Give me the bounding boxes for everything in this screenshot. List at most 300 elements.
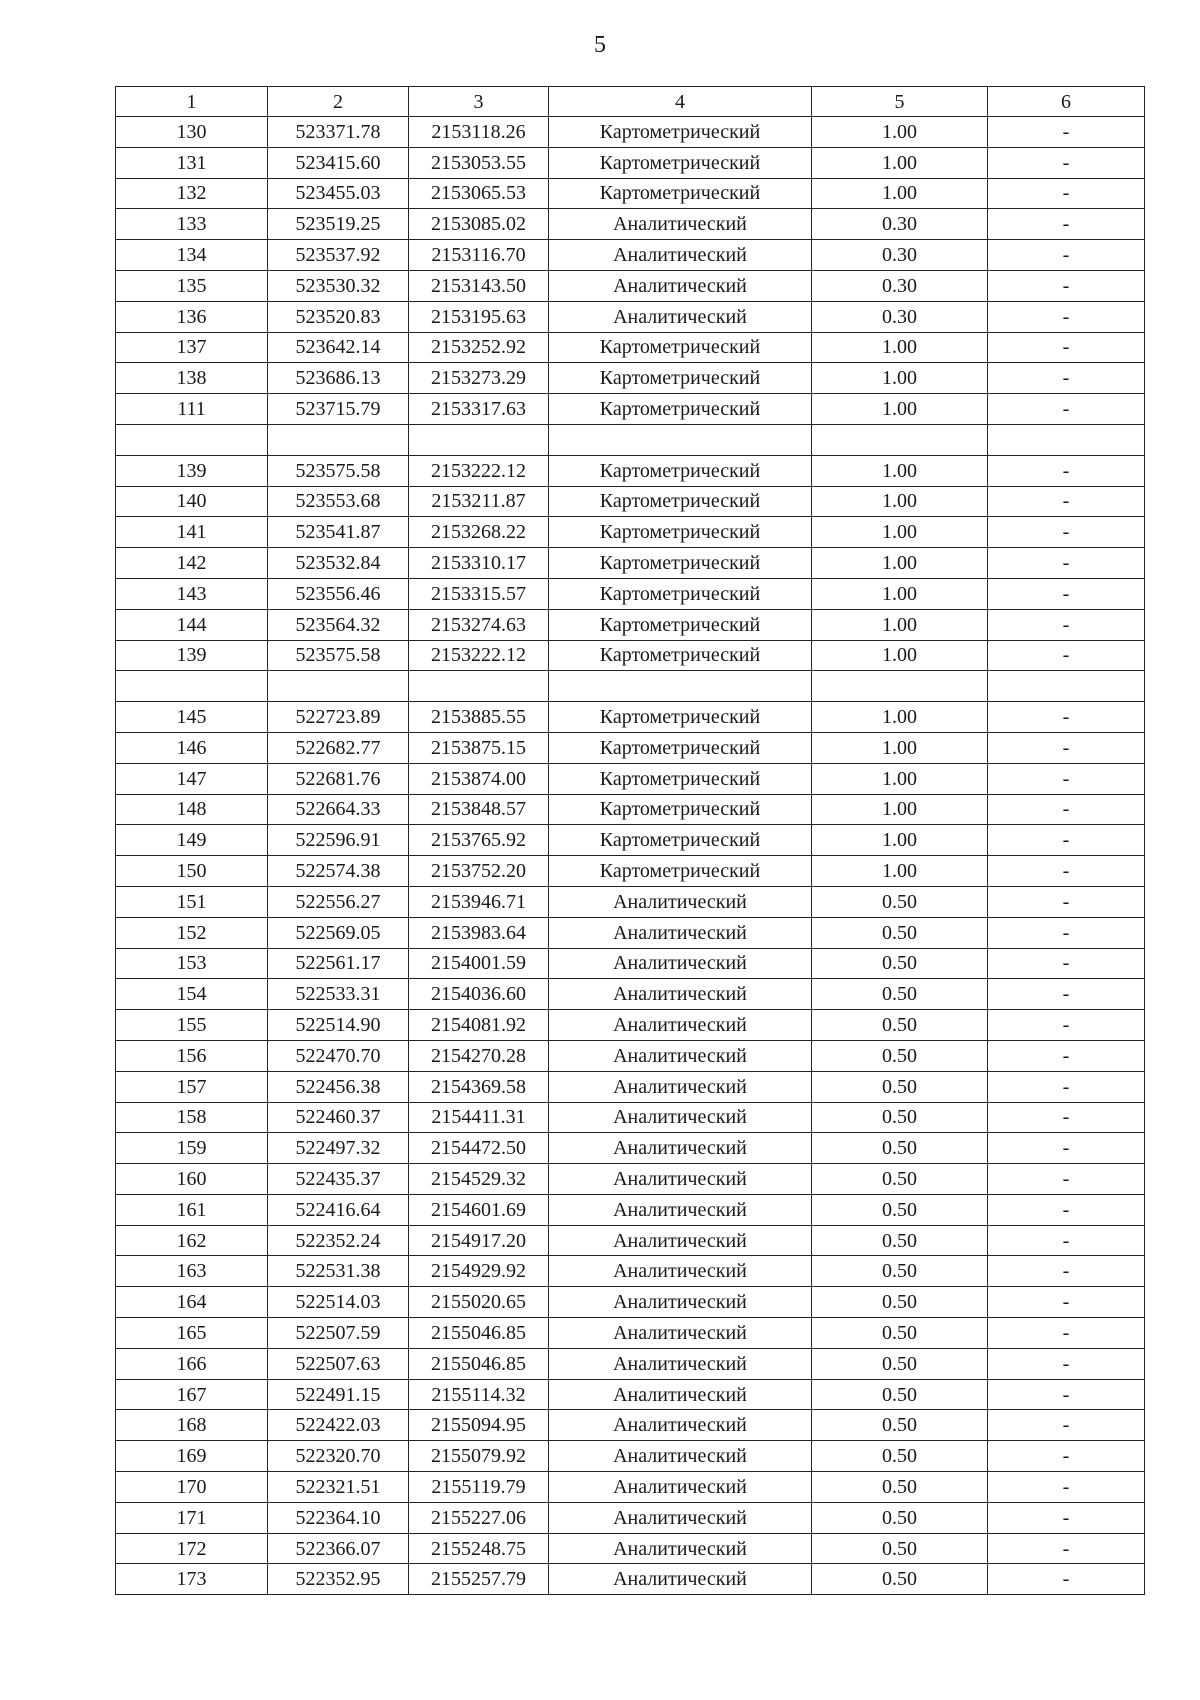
cell-y-coordinate: 2153874.00 — [409, 763, 549, 794]
cell-method: Аналитический — [549, 1287, 812, 1318]
cell-x-coordinate: 522514.03 — [268, 1287, 409, 1318]
cell-point-number: 151 — [116, 886, 268, 917]
cell-note: - — [988, 1533, 1145, 1564]
cell-x-coordinate — [268, 671, 409, 702]
cell-x-coordinate: 523553.68 — [268, 486, 409, 517]
cell-method: Аналитический — [549, 1102, 812, 1133]
cell-y-coordinate: 2154369.58 — [409, 1071, 549, 1102]
cell-point-number: 147 — [116, 763, 268, 794]
cell-note: - — [988, 1441, 1145, 1472]
cell-point-number: 150 — [116, 856, 268, 887]
cell-point-number: 153 — [116, 948, 268, 979]
cell-note: - — [988, 455, 1145, 486]
cell-note: - — [988, 1102, 1145, 1133]
cell-x-coordinate: 523371.78 — [268, 117, 409, 148]
cell-y-coordinate: 2153195.63 — [409, 301, 549, 332]
cell-point-number: 169 — [116, 1441, 268, 1472]
cell-point-number: 160 — [116, 1164, 268, 1195]
cell-y-coordinate: 2155114.32 — [409, 1379, 549, 1410]
table-row — [116, 1318, 1145, 1349]
table-row — [116, 1133, 1145, 1164]
cell-point-number: 148 — [116, 794, 268, 825]
page-number: 5 — [594, 32, 606, 58]
cell-point-number: 173 — [116, 1564, 268, 1595]
cell-y-coordinate: 2154036.60 — [409, 979, 549, 1010]
header-cell-3: 3 — [409, 87, 549, 117]
cell-method: Аналитический — [549, 1348, 812, 1379]
cell-y-coordinate: 2153116.70 — [409, 240, 549, 271]
cell-note: - — [988, 917, 1145, 948]
cell-accuracy: 0.50 — [812, 979, 988, 1010]
cell-point-number: 168 — [116, 1410, 268, 1441]
header-cell-1: 1 — [116, 87, 268, 117]
cell-accuracy: 0.50 — [812, 1164, 988, 1195]
cell-accuracy: 1.00 — [812, 178, 988, 209]
cell-y-coordinate: 2155119.79 — [409, 1472, 549, 1503]
table-row — [116, 363, 1145, 394]
cell-note: - — [988, 640, 1145, 671]
cell-x-coordinate: 522352.24 — [268, 1225, 409, 1256]
cell-point-number — [116, 424, 268, 455]
cell-x-coordinate: 522531.38 — [268, 1256, 409, 1287]
header-row — [116, 87, 1145, 117]
cell-x-coordinate: 522456.38 — [268, 1071, 409, 1102]
cell-accuracy: 1.00 — [812, 640, 988, 671]
cell-accuracy: 1.00 — [812, 732, 988, 763]
table-row — [116, 240, 1145, 271]
cell-accuracy: 0.50 — [812, 1256, 988, 1287]
cell-method: Аналитический — [549, 1441, 812, 1472]
cell-x-coordinate: 522422.03 — [268, 1410, 409, 1441]
table-row — [116, 1410, 1145, 1441]
coordinates-table — [115, 86, 1145, 1595]
cell-method: Картометрический — [549, 332, 812, 363]
table-row — [116, 1194, 1145, 1225]
cell-point-number: 146 — [116, 732, 268, 763]
cell-point-number: 143 — [116, 578, 268, 609]
cell-accuracy: 1.00 — [812, 578, 988, 609]
table-row — [116, 1287, 1145, 1318]
table-row — [116, 671, 1145, 702]
cell-y-coordinate: 2154081.92 — [409, 1010, 549, 1041]
cell-point-number: 152 — [116, 917, 268, 948]
cell-note: - — [988, 1348, 1145, 1379]
cell-accuracy: 0.50 — [812, 1564, 988, 1595]
cell-x-coordinate: 522435.37 — [268, 1164, 409, 1195]
cell-y-coordinate: 2154529.32 — [409, 1164, 549, 1195]
table-row — [116, 1071, 1145, 1102]
cell-point-number: 131 — [116, 147, 268, 178]
cell-accuracy: 1.00 — [812, 609, 988, 640]
cell-note: - — [988, 178, 1145, 209]
cell-accuracy: 0.30 — [812, 270, 988, 301]
cell-y-coordinate: 2153875.15 — [409, 732, 549, 763]
cell-accuracy: 0.50 — [812, 1379, 988, 1410]
cell-point-number: 136 — [116, 301, 268, 332]
cell-note: - — [988, 1225, 1145, 1256]
cell-x-coordinate: 522491.15 — [268, 1379, 409, 1410]
table-row — [116, 732, 1145, 763]
table-row — [116, 948, 1145, 979]
cell-method: Аналитический — [549, 948, 812, 979]
cell-point-number: 142 — [116, 548, 268, 579]
cell-note: - — [988, 1379, 1145, 1410]
cell-method: Картометрический — [549, 178, 812, 209]
cell-accuracy: 0.50 — [812, 1348, 988, 1379]
cell-method: Аналитический — [549, 1194, 812, 1225]
cell-method: Картометрический — [549, 856, 812, 887]
cell-note: - — [988, 886, 1145, 917]
cell-accuracy: 1.00 — [812, 117, 988, 148]
cell-x-coordinate: 522364.10 — [268, 1502, 409, 1533]
cell-y-coordinate: 2155227.06 — [409, 1502, 549, 1533]
cell-x-coordinate: 523686.13 — [268, 363, 409, 394]
cell-y-coordinate: 2153143.50 — [409, 270, 549, 301]
cell-note: - — [988, 856, 1145, 887]
cell-y-coordinate: 2154001.59 — [409, 948, 549, 979]
cell-y-coordinate: 2154270.28 — [409, 1040, 549, 1071]
cell-accuracy: 0.50 — [812, 1287, 988, 1318]
cell-x-coordinate: 522664.33 — [268, 794, 409, 825]
cell-accuracy: 1.00 — [812, 763, 988, 794]
table-row — [116, 301, 1145, 332]
cell-y-coordinate: 2153946.71 — [409, 886, 549, 917]
cell-accuracy: 1.00 — [812, 794, 988, 825]
cell-point-number: 130 — [116, 117, 268, 148]
cell-method: Аналитический — [549, 1256, 812, 1287]
cell-x-coordinate: 522497.32 — [268, 1133, 409, 1164]
cell-accuracy: 0.50 — [812, 1010, 988, 1041]
cell-x-coordinate: 522574.38 — [268, 856, 409, 887]
table-row — [116, 856, 1145, 887]
cell-y-coordinate: 2155020.65 — [409, 1287, 549, 1318]
cell-accuracy: 1.00 — [812, 394, 988, 425]
table-row — [116, 1533, 1145, 1564]
cell-x-coordinate: 522460.37 — [268, 1102, 409, 1133]
cell-x-coordinate: 522561.17 — [268, 948, 409, 979]
cell-y-coordinate: 2153085.02 — [409, 209, 549, 240]
header-cell-4: 4 — [549, 87, 812, 117]
table-row — [116, 886, 1145, 917]
cell-y-coordinate: 2153065.53 — [409, 178, 549, 209]
cell-note: - — [988, 332, 1145, 363]
table-row — [116, 424, 1145, 455]
cell-point-number: 149 — [116, 825, 268, 856]
cell-x-coordinate: 522514.90 — [268, 1010, 409, 1041]
cell-note: - — [988, 1133, 1145, 1164]
table-row — [116, 517, 1145, 548]
cell-method: Картометрический — [549, 825, 812, 856]
table-row — [116, 1040, 1145, 1071]
table-row — [116, 1225, 1145, 1256]
table-row — [116, 178, 1145, 209]
cell-note: - — [988, 394, 1145, 425]
cell-x-coordinate: 522556.27 — [268, 886, 409, 917]
cell-y-coordinate: 2153273.29 — [409, 363, 549, 394]
table-row — [116, 1564, 1145, 1595]
cell-note: - — [988, 1040, 1145, 1071]
cell-point-number: 158 — [116, 1102, 268, 1133]
cell-y-coordinate: 2153765.92 — [409, 825, 549, 856]
cell-point-number: 140 — [116, 486, 268, 517]
cell-y-coordinate: 2153222.12 — [409, 455, 549, 486]
cell-y-coordinate: 2155248.75 — [409, 1533, 549, 1564]
cell-accuracy: 0.50 — [812, 1533, 988, 1564]
table-body — [116, 117, 1145, 1595]
cell-note: - — [988, 578, 1145, 609]
cell-y-coordinate: 2153252.92 — [409, 332, 549, 363]
cell-note: - — [988, 1071, 1145, 1102]
cell-method: Аналитический — [549, 209, 812, 240]
cell-y-coordinate: 2155079.92 — [409, 1441, 549, 1472]
cell-method: Картометрический — [549, 363, 812, 394]
cell-method: Картометрический — [549, 517, 812, 548]
table-header — [116, 87, 1145, 117]
cell-method — [549, 424, 812, 455]
cell-note: - — [988, 486, 1145, 517]
cell-x-coordinate: 523519.25 — [268, 209, 409, 240]
cell-x-coordinate: 523415.60 — [268, 147, 409, 178]
cell-method: Аналитический — [549, 1410, 812, 1441]
cell-y-coordinate: 2155046.85 — [409, 1318, 549, 1349]
cell-point-number — [116, 671, 268, 702]
cell-x-coordinate: 523642.14 — [268, 332, 409, 363]
cell-point-number: 171 — [116, 1502, 268, 1533]
cell-note: - — [988, 270, 1145, 301]
cell-accuracy: 0.50 — [812, 1071, 988, 1102]
cell-x-coordinate: 523455.03 — [268, 178, 409, 209]
cell-method: Аналитический — [549, 1071, 812, 1102]
cell-x-coordinate: 522507.59 — [268, 1318, 409, 1349]
cell-note: - — [988, 1410, 1145, 1441]
cell-note: - — [988, 948, 1145, 979]
cell-point-number: 144 — [116, 609, 268, 640]
cell-accuracy: 0.50 — [812, 1225, 988, 1256]
cell-y-coordinate: 2153222.12 — [409, 640, 549, 671]
cell-y-coordinate: 2153274.63 — [409, 609, 549, 640]
cell-x-coordinate: 522320.70 — [268, 1441, 409, 1472]
table-row — [116, 548, 1145, 579]
table-row — [116, 702, 1145, 733]
table-row — [116, 332, 1145, 363]
cell-point-number: 164 — [116, 1287, 268, 1318]
table-row — [116, 394, 1145, 425]
cell-method: Аналитический — [549, 1502, 812, 1533]
cell-x-coordinate: 523530.32 — [268, 270, 409, 301]
cell-note: - — [988, 1472, 1145, 1503]
cell-method: Аналитический — [549, 301, 812, 332]
cell-accuracy: 0.50 — [812, 1133, 988, 1164]
table-row — [116, 1502, 1145, 1533]
cell-note: - — [988, 763, 1145, 794]
cell-note: - — [988, 517, 1145, 548]
cell-x-coordinate: 522366.07 — [268, 1533, 409, 1564]
cell-method: Аналитический — [549, 1564, 812, 1595]
cell-method: Картометрический — [549, 117, 812, 148]
table-row — [116, 147, 1145, 178]
cell-method: Картометрический — [549, 455, 812, 486]
cell-note: - — [988, 548, 1145, 579]
cell-point-number: 137 — [116, 332, 268, 363]
cell-accuracy: 0.50 — [812, 1102, 988, 1133]
cell-method: Аналитический — [549, 1225, 812, 1256]
cell-accuracy: 0.50 — [812, 1410, 988, 1441]
cell-method: Аналитический — [549, 1472, 812, 1503]
cell-accuracy: 0.50 — [812, 886, 988, 917]
cell-method: Картометрический — [549, 794, 812, 825]
cell-point-number: 165 — [116, 1318, 268, 1349]
cell-point-number: 132 — [116, 178, 268, 209]
cell-note: - — [988, 979, 1145, 1010]
cell-x-coordinate: 523715.79 — [268, 394, 409, 425]
cell-note: - — [988, 240, 1145, 271]
cell-note: - — [988, 609, 1145, 640]
cell-point-number: 163 — [116, 1256, 268, 1287]
cell-accuracy: 1.00 — [812, 517, 988, 548]
cell-x-coordinate: 522681.76 — [268, 763, 409, 794]
cell-y-coordinate — [409, 671, 549, 702]
cell-y-coordinate: 2153310.17 — [409, 548, 549, 579]
table-row — [116, 825, 1145, 856]
cell-method: Аналитический — [549, 1164, 812, 1195]
table-row — [116, 979, 1145, 1010]
cell-accuracy: 0.50 — [812, 948, 988, 979]
table-row — [116, 917, 1145, 948]
cell-x-coordinate: 522352.95 — [268, 1564, 409, 1595]
cell-y-coordinate: 2153317.63 — [409, 394, 549, 425]
cell-point-number: 159 — [116, 1133, 268, 1164]
cell-point-number: 170 — [116, 1472, 268, 1503]
cell-y-coordinate: 2155094.95 — [409, 1410, 549, 1441]
cell-x-coordinate: 522596.91 — [268, 825, 409, 856]
cell-note: - — [988, 209, 1145, 240]
cell-y-coordinate: 2153268.22 — [409, 517, 549, 548]
cell-accuracy: 1.00 — [812, 486, 988, 517]
cell-point-number: 166 — [116, 1348, 268, 1379]
cell-note: - — [988, 301, 1145, 332]
cell-note: - — [988, 732, 1145, 763]
table-row — [116, 1102, 1145, 1133]
cell-method: Аналитический — [549, 886, 812, 917]
cell-y-coordinate: 2153315.57 — [409, 578, 549, 609]
cell-x-coordinate: 522321.51 — [268, 1472, 409, 1503]
cell-x-coordinate: 522470.70 — [268, 1040, 409, 1071]
cell-method: Аналитический — [549, 1379, 812, 1410]
cell-x-coordinate: 522569.05 — [268, 917, 409, 948]
table-row — [116, 1441, 1145, 1472]
cell-method: Картометрический — [549, 394, 812, 425]
header-cell-2: 2 — [268, 87, 409, 117]
cell-y-coordinate: 2153053.55 — [409, 147, 549, 178]
cell-method: Аналитический — [549, 1010, 812, 1041]
cell-y-coordinate: 2153848.57 — [409, 794, 549, 825]
table-row — [116, 763, 1145, 794]
cell-point-number: 172 — [116, 1533, 268, 1564]
cell-accuracy: 0.50 — [812, 1040, 988, 1071]
cell-y-coordinate: 2155046.85 — [409, 1348, 549, 1379]
cell-accuracy: 1.00 — [812, 825, 988, 856]
table-row — [116, 270, 1145, 301]
cell-y-coordinate: 2153118.26 — [409, 117, 549, 148]
cell-method: Аналитический — [549, 1533, 812, 1564]
cell-x-coordinate: 522416.64 — [268, 1194, 409, 1225]
cell-accuracy: 0.30 — [812, 301, 988, 332]
table-row — [116, 1472, 1145, 1503]
cell-y-coordinate: 2153752.20 — [409, 856, 549, 887]
table-row — [116, 486, 1145, 517]
cell-point-number: 157 — [116, 1071, 268, 1102]
cell-method — [549, 671, 812, 702]
table-row — [116, 640, 1145, 671]
cell-note: - — [988, 794, 1145, 825]
cell-note: - — [988, 1502, 1145, 1533]
cell-method: Аналитический — [549, 1040, 812, 1071]
cell-method: Картометрический — [549, 640, 812, 671]
cell-x-coordinate: 523564.32 — [268, 609, 409, 640]
cell-note — [988, 424, 1145, 455]
cell-method: Картометрический — [549, 486, 812, 517]
cell-accuracy: 0.50 — [812, 1502, 988, 1533]
cell-accuracy: 0.50 — [812, 917, 988, 948]
cell-method: Картометрический — [549, 763, 812, 794]
cell-x-coordinate: 522507.63 — [268, 1348, 409, 1379]
cell-note: - — [988, 1194, 1145, 1225]
cell-x-coordinate: 522723.89 — [268, 702, 409, 733]
cell-x-coordinate: 522682.77 — [268, 732, 409, 763]
cell-point-number: 139 — [116, 640, 268, 671]
cell-note: - — [988, 1318, 1145, 1349]
cell-accuracy — [812, 424, 988, 455]
cell-point-number: 155 — [116, 1010, 268, 1041]
cell-accuracy: 1.00 — [812, 548, 988, 579]
cell-y-coordinate: 2155257.79 — [409, 1564, 549, 1595]
cell-y-coordinate: 2153211.87 — [409, 486, 549, 517]
cell-note: - — [988, 702, 1145, 733]
cell-point-number: 111 — [116, 394, 268, 425]
cell-y-coordinate: 2154472.50 — [409, 1133, 549, 1164]
cell-method: Аналитический — [549, 1318, 812, 1349]
cell-method: Картометрический — [549, 548, 812, 579]
cell-x-coordinate: 523575.58 — [268, 640, 409, 671]
cell-y-coordinate: 2154929.92 — [409, 1256, 549, 1287]
cell-accuracy — [812, 671, 988, 702]
cell-note: - — [988, 363, 1145, 394]
cell-x-coordinate — [268, 424, 409, 455]
cell-x-coordinate: 523532.84 — [268, 548, 409, 579]
table-row — [116, 578, 1145, 609]
cell-y-coordinate: 2153885.55 — [409, 702, 549, 733]
cell-point-number: 138 — [116, 363, 268, 394]
cell-point-number: 133 — [116, 209, 268, 240]
cell-accuracy: 0.50 — [812, 1441, 988, 1472]
cell-method: Картометрический — [549, 609, 812, 640]
cell-point-number: 167 — [116, 1379, 268, 1410]
cell-method: Аналитический — [549, 1133, 812, 1164]
cell-point-number: 162 — [116, 1225, 268, 1256]
cell-point-number: 134 — [116, 240, 268, 271]
cell-method: Картометрический — [549, 578, 812, 609]
cell-point-number: 139 — [116, 455, 268, 486]
cell-point-number: 141 — [116, 517, 268, 548]
cell-note: - — [988, 1287, 1145, 1318]
cell-x-coordinate: 523556.46 — [268, 578, 409, 609]
table-row — [116, 609, 1145, 640]
cell-note: - — [988, 117, 1145, 148]
cell-x-coordinate: 522533.31 — [268, 979, 409, 1010]
table-row — [116, 455, 1145, 486]
cell-accuracy: 1.00 — [812, 702, 988, 733]
cell-x-coordinate: 523541.87 — [268, 517, 409, 548]
